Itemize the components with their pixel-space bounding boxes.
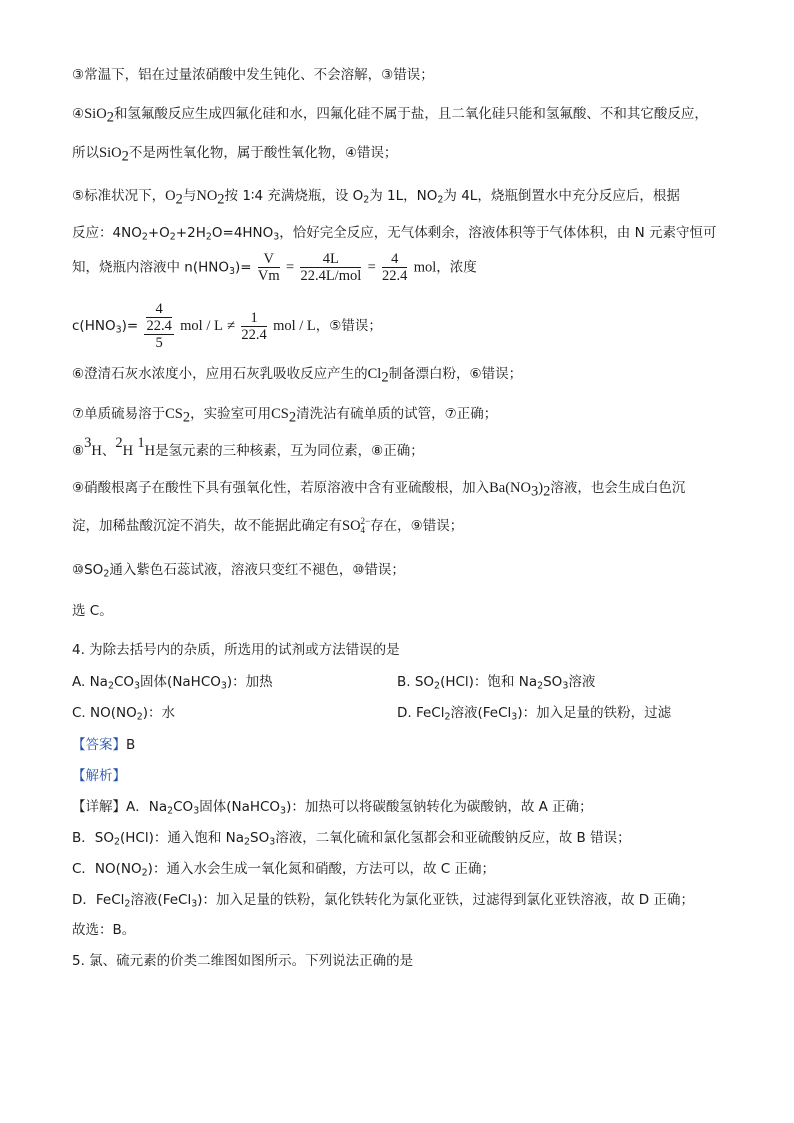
option-b: B. $SO_2(HCl)$：饱和 $Na_2SO_3$溶液: [397, 674, 596, 692]
fraction-compound-concentration: $\frac{\frac{4}{22.4}}{5}$: [146, 301, 172, 351]
statement-4-line-2: 所以SiO$_2$不是两性氧化物，属于酸性氧化物，④错误；: [72, 145, 398, 165]
statement-7: ⑦单质硫易溶于$CS_2$，实验室可用$CS_2$清洗沾有硫单质的试管，⑦正确；: [72, 406, 498, 426]
statement-10: $⑩SO_2$通入紫色石蕊试液，溶液只变红不褪色，⑩错误；: [72, 562, 405, 580]
question-5: 5. 氯、硫元素的价类二维图如图所示。下列说法正确的是: [72, 953, 414, 969]
statement-5-line-2: 反应：$4NO_2+O_2+2H_2O=4HNO_3$，恰好完全反应，无气体剩余，溶液体积等于气体体积，由 N 元素守恒可: [72, 225, 717, 243]
detail-c: C．$NO(NO_2)$：通入水会生成一氧化氮和硝酸，方法可以，故 C 正确；: [72, 861, 495, 879]
statement-8: ⑧$^3$H、$^2$H $^1$H是氢元素的三种核素，互为同位素，⑧正确；: [72, 435, 424, 459]
fraction-4-over-22-4: $\frac{4}{22.4}$: [382, 251, 408, 284]
answer-value: B: [126, 737, 136, 753]
fraction-4l-over-molar-volume: $\frac{4L}{\text{22.4L/mol}}$: [300, 251, 362, 284]
statement-9-line-1: ⑨硝酸根离子在酸性下具有强氧化性，若原溶液中含有亚硫酸根，加入$Ba(NO_3)_2$溶液，也会生成白色沉: [72, 480, 686, 500]
option-a: A. $Na_2CO_3$固体(NaHCO$_3$)：加热: [72, 674, 273, 692]
option-d: D. FeCl$_2$溶液(FeCl$_3$)：加入足量的铁粉，过滤: [397, 705, 672, 723]
option-c: C. $NO(NO_2)$：水: [72, 705, 176, 723]
detail-d: D．FeCl$_2$溶液(FeCl$_3$)：加入足量的铁粉，氯化铁转化为氯化亚铁，过滤得到氯化亚铁溶液，故 D 正确；: [72, 892, 694, 910]
statement-5-line-4: $c(HNO_3)=$ $\frac{\frac{4}{22.4}}{5}$ mol / L ≠ $\frac{1}{22.4}$ mol / L，⑤错误；: [72, 301, 382, 351]
statement-6: ⑥澄清石灰水浓度小，应用石灰乳吸收反应产生的$Cl_2$制备漂白粉，⑥错误；: [72, 366, 523, 386]
final-choice: 故选：B。: [72, 922, 136, 938]
detail-a: 【详解】A．$Na_2CO_3$固体(NaHCO$_3$)：加热可以将碳酸氢钠转化为碳酸钠，故 A 正确；: [72, 799, 593, 817]
fraction-v-over-vm: $\frac{V}{Vm}$: [257, 251, 280, 284]
fraction-1-over-22-4: $\frac{1}{22.4}$: [241, 309, 267, 343]
selection-c: 选 C。: [72, 603, 113, 619]
statement-5-line-1: ⑤标准状况下，$O_2$与$NO_2$按 1∶4 充满烧瓶，设 $O_2$为 1L，$NO_2$为 4L，烧瓶倒置水中充分反应后，根据: [72, 188, 680, 208]
statement-3: ③常温下，铝在过量浓硝酸中发生钝化、不会溶解，③错误；: [72, 67, 434, 83]
detail-b: B．$SO_2(HCl)$：通入饱和 $Na_2SO_3$溶液，二氧化硫和氯化氢都会和亚硫酸钠反应，故 B 错误；: [72, 830, 631, 848]
statement-5-line-3: 知，烧瓶内溶液中 $n(HNO_3)=$ $\frac{V}{Vm}$ = $\frac{4L}{\text{22.4L/mol}}$ = $\frac{4}{22.4}$ mol，浓度: [72, 251, 477, 284]
statement-9-line-2: 淀，加稀盐酸沉淀不消失，故不能据此确定有SO 2− 4 存在，⑨错误；: [72, 516, 464, 535]
answer-line: [72, 735, 135, 755]
answer-tag: 【答案】: [72, 737, 126, 753]
question-4: 4. 为除去括号内的杂质，所选用的试剂或方法错误的是: [72, 642, 400, 658]
statement-4-line-1: ④SiO$_2$和氢氟酸反应生成四氟化硅和水，四氟化硅不属于盐，且二氧化硅只能和氢氟酸、不和其它酸反应，: [72, 106, 708, 126]
analysis-tag: 【解析】: [72, 768, 126, 784]
